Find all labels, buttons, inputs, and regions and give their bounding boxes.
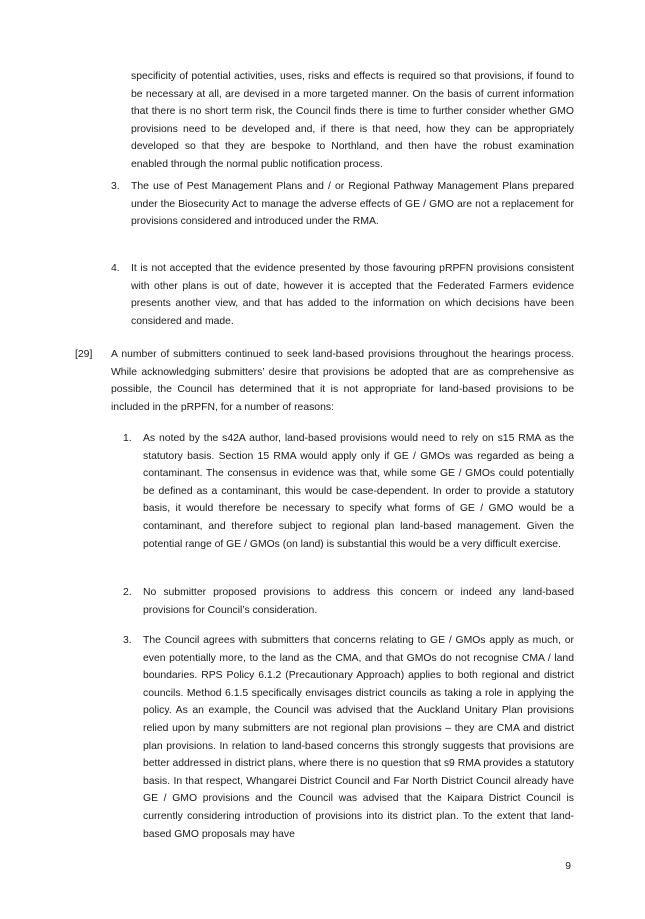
page-number: 9 — [565, 861, 571, 872]
list-item-number: 4. — [111, 263, 120, 274]
list-item-text: It is not accepted that the evidence presented by those favouring pRPFN provisions consistent with other plans is out of date, however it is accepted that the Federated Farmers evidence presents another view, and that has added to the information on which decisions have been considered and made. — [131, 263, 574, 327]
continuation-paragraph: specificity of potential activities, uses, risks and effects is required so that provisions, if found to be necessary at all, are devised in a more targeted manner. On the basis of current information that there is no short term risk, the Council finds there is time to further consider whether GMO provisions need to be developed and, if there is that need, how they can be appropriately developed so that they are bespoke to Northland, and then have the robust examination enabled through the normal public notification process. — [131, 71, 574, 170]
list-item-text: The Council agrees with submitters that concerns relating to GE / GMOs apply as much, or even potentially more, to the land as the CMA, and that GMOs do not recognise CMA / land boundaries. RPS Policy 6.1.2 (Precautionary Approach) applies to both regional and district councils. Method 6.1.5 specifically envisages district councils as taking a role in applying the policy. As an example, the Council was advised that the Auckland Unitary Plan provisions relied upon by many submitters are not regional plan provisions – they are CMA and district plan provisions. In relation to land-based concerns this strongly suggests that provisions are better addressed in district plans, where there is no question that s9 RMA provides a statutory basis. In that respect, Whangarei District Council and Far North District Council already have GE / GMO provisions and the Council was advised that the Kaipara District Council is currently considering introduction of provisions into its district plan. To the extent that land-based GMO proposals may have — [143, 635, 574, 840]
list-item-number: 3. — [123, 635, 132, 646]
list-item-number: 1. — [123, 433, 132, 444]
list-item-number: 2. — [123, 587, 132, 598]
paragraph-text: A number of submitters continued to seek land-based provisions throughout the hearings process. While acknowledging submitters’ desire that provisions be adopted that are as comprehensive as possible, the Council has determined that it is not appropriate for land-based provisions to be included in the pRPFN, for a number of reasons: — [111, 349, 574, 413]
list-item-number: 3. — [111, 181, 120, 192]
list-item-text: No submitter proposed provisions to address this concern or indeed any land-based provisions for Council’s consideration. — [143, 587, 574, 616]
paragraph-number: [29] — [75, 349, 93, 360]
list-item-text: As noted by the s42A author, land-based provisions would need to rely on s15 RMA as the statutory basis. Section 15 RMA would apply only if GE / GMOs was regarded as being a contaminant. The consensus in evidence was that, while some GE / GMOs could potentially be defined as a contaminant, this would be case-dependent. In order to provide a statutory basis, it would therefore be necessary to specify what forms of GE / GMO would be a contaminant, and therefore subject to regional plan land-based management. Given the potential range of GE / GMOs (on land) is substantial this would be a very difficult exercise. — [143, 433, 574, 550]
list-item-text: The use of Pest Management Plans and / or Regional Pathway Management Plans prepared under the Biosecurity Act to manage the adverse effects of GE / GMO are not a replacement for provisions considered and introduced under the RMA. — [131, 181, 574, 228]
